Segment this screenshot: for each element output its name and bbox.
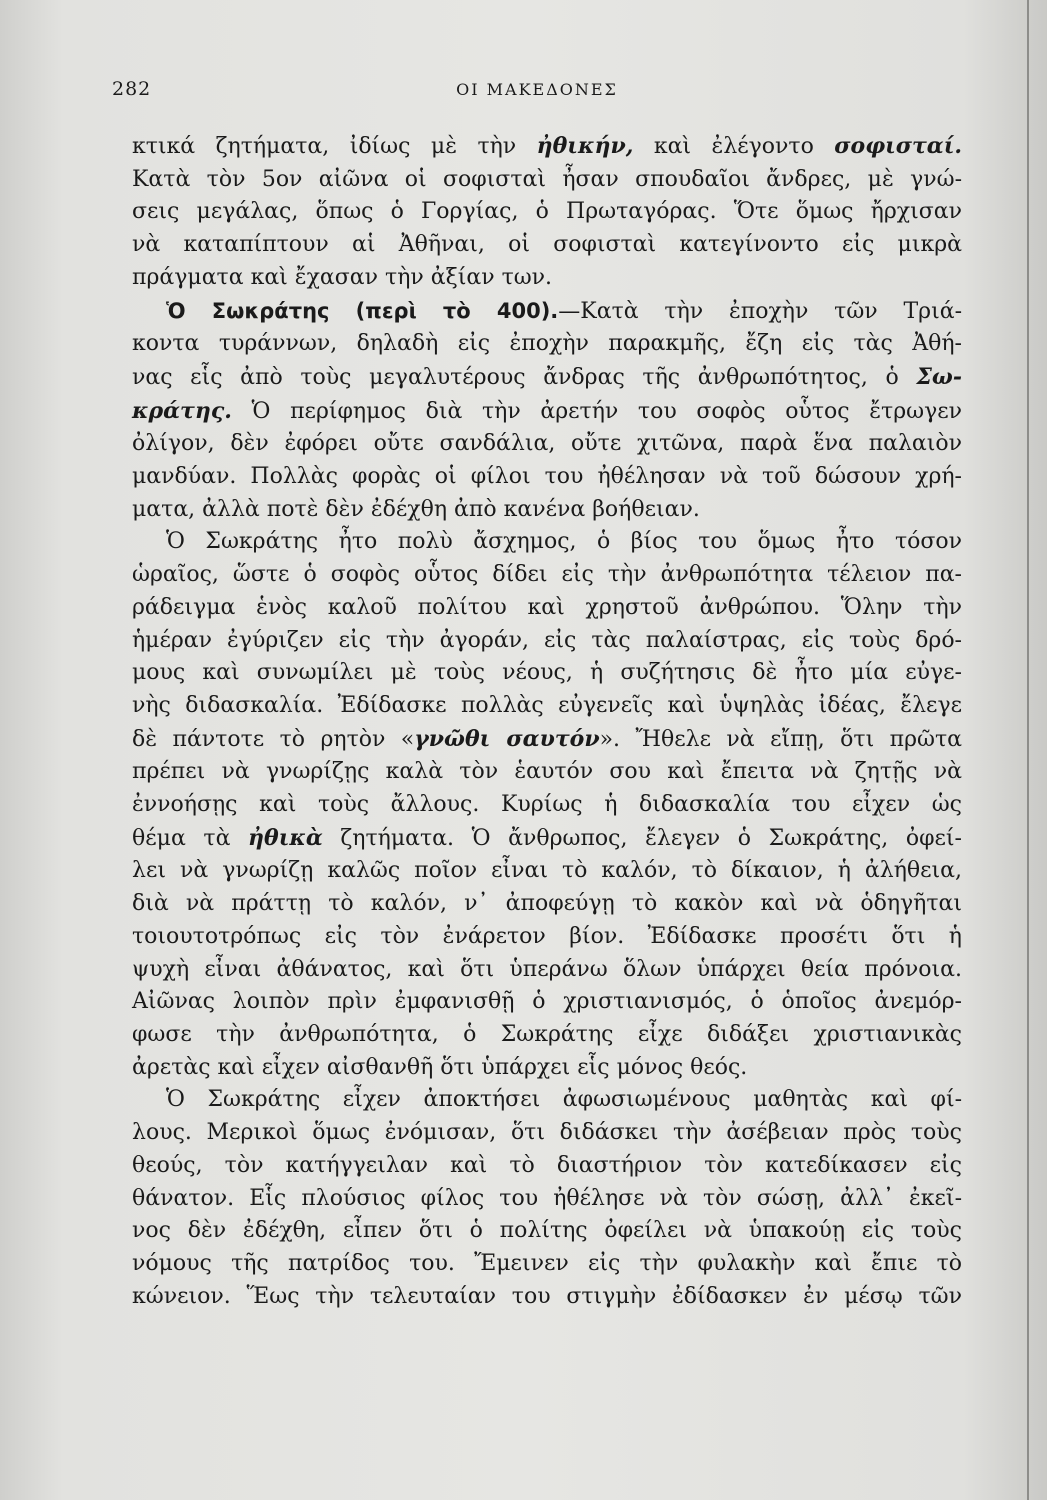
- text-line: [132, 690, 962, 723]
- line-text: θεούς, τὸν κατήγγειλαν καὶ τὸ διαστήριον τὸν κατεδίκασεν εἰς: [132, 1152, 962, 1178]
- line-text: Κατὰ τὸν 5ον αἰῶνα οἱ σοφισταὶ ἦσαν σπουδαῖοι ἄνδρες, μὲ γνώ-: [132, 166, 962, 192]
- text-line: [132, 1248, 962, 1281]
- text-line: [132, 1281, 962, 1314]
- text-line: [132, 1019, 962, 1052]
- text-line: [132, 756, 962, 789]
- text-line: [132, 1084, 962, 1117]
- text-line: [132, 262, 962, 295]
- text-line: [132, 1150, 962, 1183]
- line-text: νας εἷς ἀπὸ τοὺς μεγαλυτέρους ἄνδρας τῆς ἀνθρωπότητος, ὁ: [132, 364, 917, 390]
- line-text: σεις μεγάλας, ὅπως ὁ Γοργίας, ὁ Πρωταγόρας. Ὅτε ὅμως ἤρχισαν: [132, 199, 962, 225]
- line-text: νὴς διδασκαλία. Ἐδίδασκε πολλὰς εὐγενεῖς καὶ ὑψηλὰς ἰδέας, ἔλεγε: [132, 692, 962, 718]
- line-text: λους. Μερικοὶ ὅμως ἐνόμισαν, ὅτι διδάσκει τὴν ἀσέβειαν πρὸς τοὺς: [132, 1120, 962, 1146]
- line-text: κτικά ζητήματα, ἰδίως μὲ τὴν: [132, 134, 537, 159]
- emphasized-term: σοφισταί.: [834, 133, 962, 159]
- emphasized-term: γνῶθι σαυτόν: [414, 725, 600, 752]
- line-text: νος δὲν ἐδέχθη, εἶπεν ὅτι ὁ πολίτης ὀφείλει νὰ ὑπακούῃ εἰς τοὺς: [132, 1218, 962, 1244]
- section-heading: Ὁ Σωκράτης (περὶ τὸ 400).: [166, 298, 559, 323]
- text-line: [132, 921, 962, 954]
- line-text: τοιουτοτρόπως εἰς τὸν ἐνάρετον βίον. Ἐδίδασκε προσέτι ὅτι ἡ: [132, 923, 962, 949]
- text-line: [132, 428, 962, 461]
- page-edge-shadow: [1027, 0, 1029, 1500]
- emphasized-term: κράτης.: [132, 397, 232, 424]
- text-line: [132, 986, 962, 1019]
- text-line: [132, 657, 962, 690]
- text-line: [132, 361, 962, 395]
- line-text: μανδύαν. Πολλὰς φορὰς οἱ φίλοι του ἠθέλησαν νὰ τοῦ δώσουν χρή-: [132, 464, 962, 490]
- text-line: [132, 855, 962, 888]
- line-text: νὰ καταπίπτουν αἱ Ἀθῆναι, οἱ σοφισταὶ κατεγίνοντο εἰς μικρὰ: [132, 232, 962, 258]
- emphasized-term: ἠθικὰ: [248, 824, 323, 851]
- text-line: [132, 526, 962, 559]
- line-text: ». Ἤθελε νὰ εἴπῃ, ὅτι πρῶτα: [599, 726, 963, 752]
- line-text: θάνατον. Εἷς πλούσιος φίλος του ἠθέλησε νὰ τὸν σώσῃ, ἀλλ᾿ ἐκεῖ-: [132, 1185, 962, 1211]
- text-line: [132, 592, 962, 625]
- text-line: [132, 1117, 962, 1150]
- line-text: θέμα τὰ: [132, 825, 249, 851]
- line-text: ὡραῖος, ὥστε ὁ σοφὸς οὗτος δίδει εἰς τὴν ἀνθρωπότητα τέλειον πα-: [132, 562, 962, 588]
- text-line: [132, 789, 962, 822]
- line-text: Ὁ Σωκράτης ἦτο πολὺ ἄσχημος, ὁ βίος του ὅμως ἦτο τόσον: [166, 529, 962, 555]
- text-line: [132, 822, 962, 856]
- line-text: νόμους τῆς πατρίδος του. Ἔμεινεν εἰς τὴν φυλακὴν καὶ ἔπιε τὸ: [132, 1250, 962, 1276]
- page-number: 282: [112, 78, 152, 100]
- line-text: Ὁ περίφημος διὰ τὴν ἀρετήν του σοφὸς οὗτος ἔτρωγεν: [231, 398, 962, 424]
- line-text: λει νὰ γνωρίζῃ καλῶς ποῖον εἶναι τὸ καλόν, τὸ δίκαιον, ἡ ἀλήθεια,: [132, 858, 962, 884]
- line-text: Ὁ Σωκράτης εἶχεν ἀποκτήσει ἀφωσιωμένους μαθητὰς καὶ φί-: [166, 1087, 962, 1113]
- line-text: ἀρετὰς καὶ εἶχεν αἰσθανθῆ ὅτι ὑπάρχει εἷς μόνος θεός.: [132, 1054, 748, 1080]
- line-text: ὀλίγον, δὲν ἐφόρει οὔτε σανδάλια, οὔτε χιτῶνα, παρὰ ἕνα παλαιὸν: [132, 431, 962, 457]
- text-line: [132, 229, 962, 262]
- text-line: [132, 1183, 962, 1216]
- line-text: —Κατὰ τὴν ἐποχὴν τῶν Τριά-: [558, 298, 963, 324]
- text-line: [132, 461, 962, 494]
- line-text: κοντα τυράννων, δηλαδὴ εἰς ἐποχὴν παρακμῆς, ἔζη εἰς τὰς Ἀθή-: [132, 331, 962, 357]
- text-line: [132, 723, 962, 757]
- text-line: [132, 395, 962, 429]
- line-text: μους καὶ συνωμίλει μὲ τοὺς νέους, ἡ συζήτησις δὲ ἦτο μία εὐγε-: [132, 660, 962, 686]
- emphasized-term: Σω-: [916, 363, 962, 390]
- text-line: [132, 164, 962, 197]
- line-text: δὲ πάντοτε τὸ ρητὸν «: [132, 726, 415, 752]
- line-text: κώνειον. Ἕως τὴν τελευταίαν του στιγμὴν ἐδίδασκεν ἐν μέσῳ τῶν: [132, 1283, 962, 1309]
- line-text: πρέπει νὰ γνωρίζῃς καλὰ τὸν ἑαυτόν σου καὶ ἔπειτα νὰ ζητῇς νὰ: [132, 759, 962, 785]
- body-text: [132, 130, 962, 1313]
- line-text: ἐννοήσῃς καὶ τοὺς ἄλλους. Κυρίως ἡ διδασκαλία του εἶχεν ὡς: [132, 792, 962, 818]
- line-text: διὰ νὰ πράττῃ τὸ καλόν, ν᾿ ἀποφεύγῃ τὸ κακὸν καὶ νὰ ὁδηγῆται: [132, 891, 962, 917]
- line-text: ζητήματα. Ὁ ἄνθρωπος, ἔλεγεν ὁ Σωκράτης, ὀφεί-: [322, 825, 962, 851]
- line-text: ματα, ἀλλὰ ποτὲ δὲν ἐδέχθη ἀπὸ κανένα βοήθειαν.: [132, 496, 700, 522]
- line-text: καὶ ἐλέγοντο: [633, 134, 835, 159]
- text-line: [132, 295, 962, 329]
- line-text: Αἰῶνας λοιπὸν πρὶν ἐμφανισθῇ ὁ χριστιανισμός, ὁ ὁποῖος ἀνεμόρ-: [132, 989, 962, 1015]
- line-text: ράδειγμα ἑνὸς καλοῦ πολίτου καὶ χρηστοῦ ἀνθρώπου. Ὅλην τὴν: [132, 594, 962, 620]
- text-line: [132, 559, 962, 592]
- line-text: ἡμέραν ἐγύριζεν εἰς τὴν ἀγοράν, εἰς τὰς παλαίστρας, εἰς τοὺς δρό-: [132, 627, 962, 653]
- line-text: πράγματα καὶ ἔχασαν τὴν ἀξίαν των.: [132, 264, 553, 290]
- text-line: [132, 196, 962, 229]
- text-line: [132, 494, 962, 527]
- text-line: [132, 1215, 962, 1248]
- emphasized-term: ἠθικήν,: [536, 133, 634, 159]
- running-title: ΟΙ ΜΑΚΕΔΟΝΕΣ: [456, 80, 618, 99]
- text-line: [132, 328, 962, 361]
- line-text: ψυχὴ εἶναι ἀθάνατος, καὶ ὅτι ὑπεράνω ὅλων ὑπάρχει θεία πρόνοια.: [132, 956, 962, 982]
- text-line: [132, 1052, 962, 1085]
- line-text: φωσε τὴν ἀνθρωπότητα, ὁ Σωκράτης εἶχε διδάξει χριστιανικὰς: [132, 1021, 962, 1047]
- page-header: [112, 78, 962, 108]
- text-line: [132, 130, 962, 164]
- text-line: [132, 888, 962, 921]
- text-line: [132, 954, 962, 987]
- text-line: [132, 625, 962, 658]
